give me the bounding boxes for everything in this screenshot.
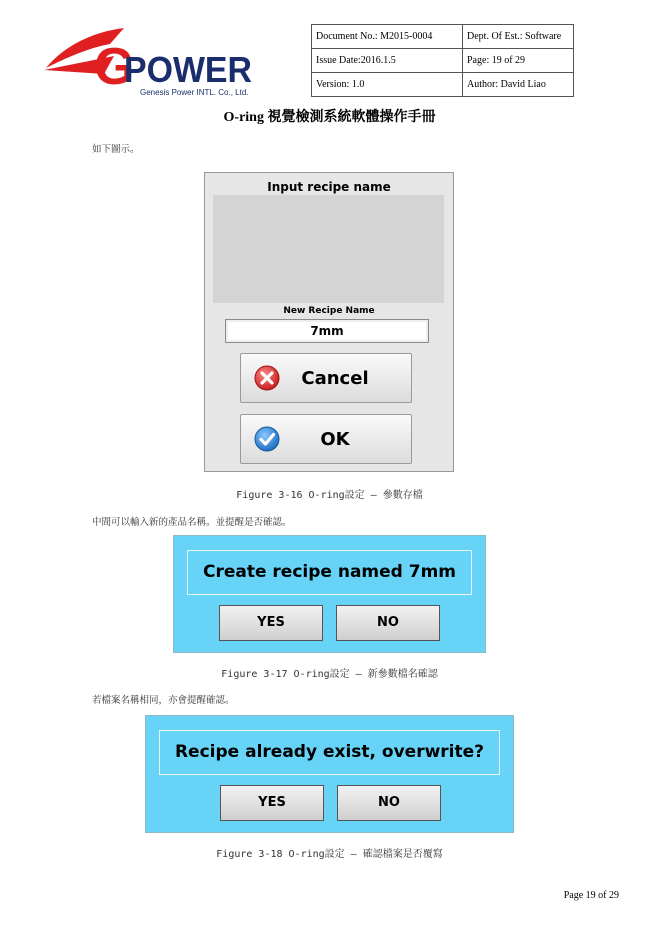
dialog-display-area bbox=[213, 195, 444, 303]
company-logo bbox=[44, 24, 256, 98]
doc-number: Document No.: M2015-0004 bbox=[312, 25, 463, 49]
logo-subtitle: Genesis Power INTL. Co., Ltd. bbox=[140, 88, 249, 97]
overwrite-confirm-dialog bbox=[145, 715, 514, 833]
paragraph-1: 如下圖示。 bbox=[92, 144, 140, 155]
ok-check-icon bbox=[253, 425, 281, 453]
department: Dept. Of Est.: Software bbox=[463, 25, 574, 49]
document-title: O-ring 視覺檢測系統軟體操作手冊 bbox=[223, 110, 436, 125]
ok-label: OK bbox=[320, 428, 350, 450]
page-footer: Page 19 of 29 bbox=[563, 890, 619, 901]
yes-button[interactable]: YES bbox=[219, 605, 323, 641]
cancel-label: Cancel bbox=[301, 367, 369, 389]
recipe-name-input[interactable] bbox=[225, 319, 429, 343]
version: Version: 1.0 bbox=[312, 73, 463, 97]
dialog-title: Input recipe name bbox=[267, 180, 391, 194]
figure-3-caption: Figure 3-18 O-ring設定 – 確認檔案是否覆寫 bbox=[216, 849, 443, 860]
no-button[interactable]: NO bbox=[337, 785, 441, 821]
logo-swoosh-icon bbox=[44, 24, 256, 98]
paragraph-3: 若檔案名稱相同，亦會提醒確認。 bbox=[92, 695, 235, 706]
confirm-message: Recipe already exist, overwrite? bbox=[159, 730, 500, 775]
no-button[interactable]: NO bbox=[336, 605, 440, 641]
figure-2-caption: Figure 3-17 O-ring設定 – 新參數檔名確認 bbox=[221, 669, 438, 680]
page-number: Page: 19 of 29 bbox=[463, 49, 574, 73]
confirm-message: Create recipe named 7mm bbox=[187, 550, 472, 595]
yes-button[interactable]: YES bbox=[220, 785, 324, 821]
document-info-table bbox=[311, 24, 574, 97]
logo-wordmark: POWER bbox=[124, 49, 252, 90]
issue-date: Issue Date:2016.1.5 bbox=[312, 49, 463, 73]
input-recipe-dialog bbox=[204, 172, 454, 472]
create-recipe-confirm-dialog bbox=[173, 535, 486, 653]
figure-1-caption: Figure 3-16 O-ring設定 – 參數存檔 bbox=[236, 490, 423, 501]
ok-button[interactable] bbox=[240, 414, 412, 464]
author: Author: David Liao bbox=[463, 73, 574, 97]
recipe-name-label: New Recipe Name bbox=[283, 306, 375, 316]
logo-letter: G bbox=[94, 38, 135, 96]
cancel-button[interactable] bbox=[240, 353, 412, 403]
paragraph-2: 中間可以輸入新的產品名稱。並提醒是否確認。 bbox=[92, 517, 292, 528]
cancel-x-icon bbox=[253, 364, 281, 392]
